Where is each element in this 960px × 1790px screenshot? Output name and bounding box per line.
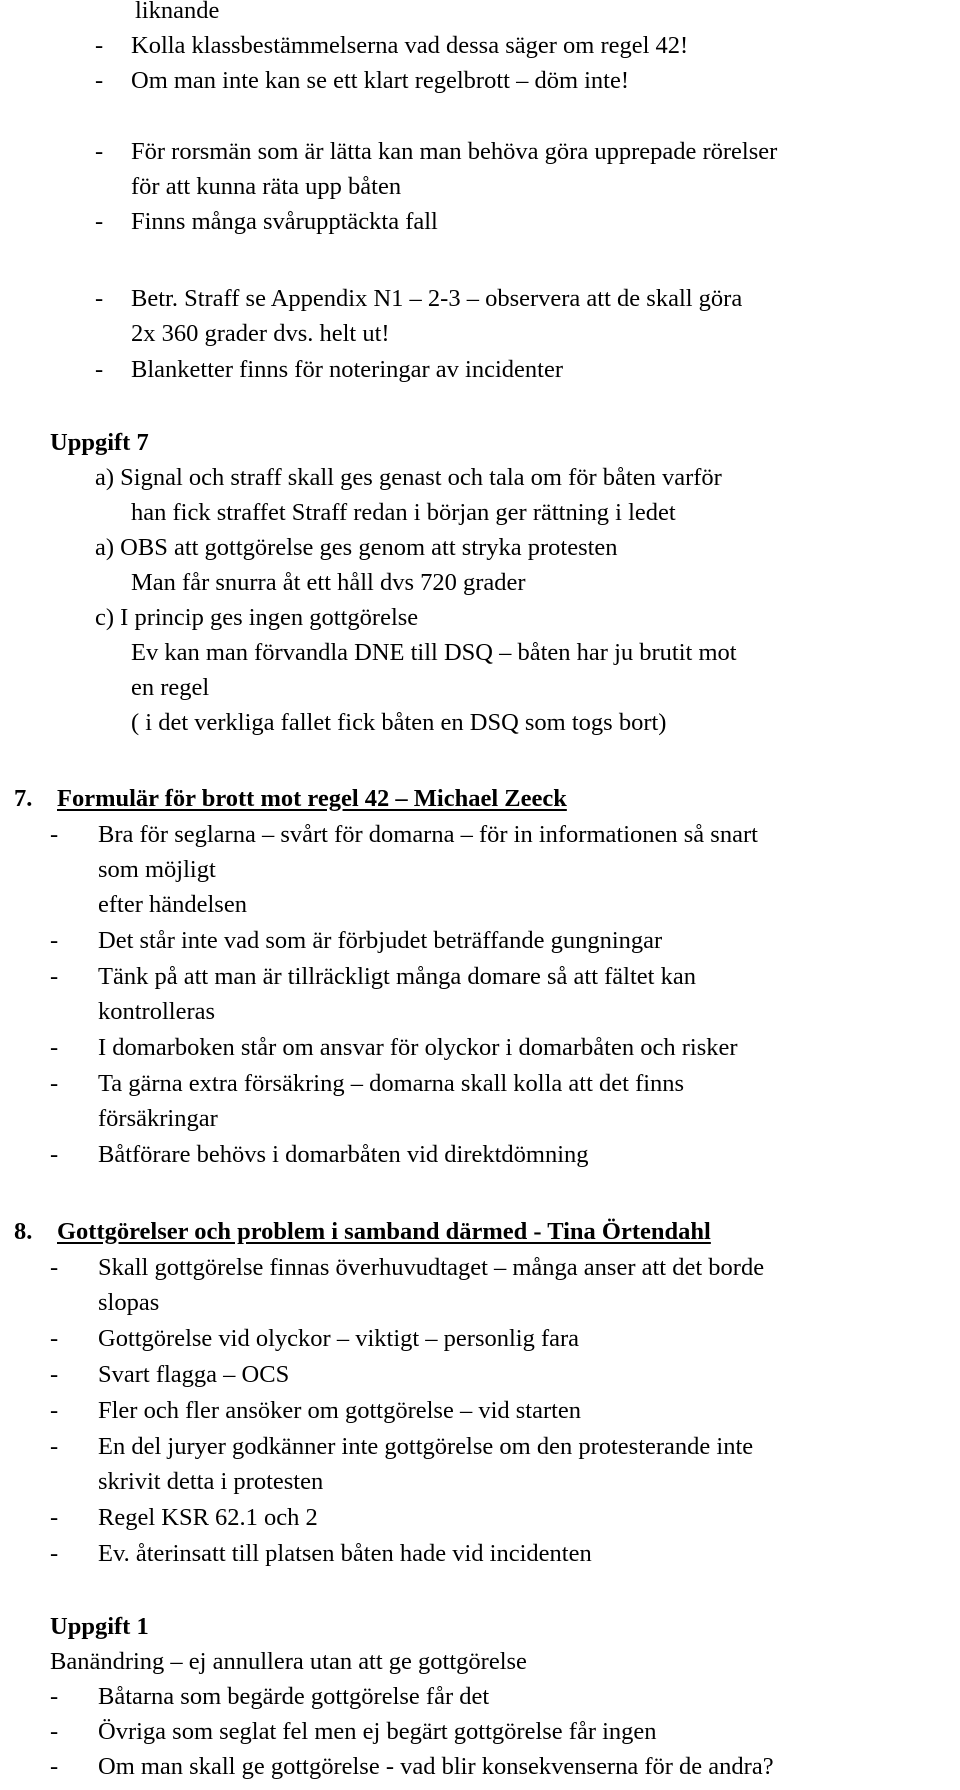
bullet-dash: -: [50, 1540, 59, 1567]
bullet-item: Kolla klassbestämmelserna vad dessa säger om regel 42!: [131, 32, 689, 59]
bullet-dash: -: [50, 927, 59, 954]
section-heading: Uppgift 1: [50, 1613, 149, 1640]
text-line: Banändring – ej annullera utan att ge gottgörelse: [50, 1648, 527, 1675]
bullet-item: Fler och fler ansöker om gottgörelse – vid starten: [98, 1397, 582, 1424]
bullet-dash: -: [50, 1070, 59, 1097]
bullet-dash: -: [50, 1683, 59, 1710]
bullet-item: I domarboken står om ansvar för olyckor i domarbåten och risker: [98, 1034, 738, 1061]
bullet-dash: -: [95, 32, 104, 59]
bullet-item: Blanketter finns för noteringar av incidenter: [131, 356, 563, 383]
bullet-item: En del juryer godkänner inte gottgörelse om den protesterande inte: [98, 1433, 754, 1460]
bullet-item-cont: slopas: [98, 1289, 160, 1316]
bullet-dash: -: [50, 1397, 59, 1424]
bullet-item-cont: som möjligt: [98, 856, 216, 883]
section-title: Gottgörelser och problem i samband därmed - Tina Örtendahl: [57, 1218, 711, 1245]
bullet-item: Båtarna som begärde gottgörelse får det: [98, 1683, 490, 1710]
bullet-dash: -: [50, 1753, 59, 1780]
list-item-cont: Ev kan man förvandla DNE till DSQ – båten har ju brutit mot: [131, 639, 737, 666]
bullet-dash: -: [50, 1141, 59, 1168]
bullet-item: Ta gärna extra försäkring – domarna skall kolla att det finns: [98, 1070, 685, 1097]
bullet-item: Tänk på att man är tillräckligt många domare så att fältet kan: [98, 963, 696, 990]
bullet-dash: -: [95, 138, 104, 165]
bullet-item-cont: försäkringar: [98, 1105, 218, 1132]
section-number: 8.: [14, 1218, 33, 1245]
bullet-dash: -: [50, 1718, 59, 1745]
bullet-dash: -: [50, 1254, 59, 1281]
list-item-cont: ( i det verkliga fallet fick båten en DSQ som togs bort): [131, 709, 667, 736]
bullet-dash: -: [95, 67, 104, 94]
list-item: a) OBS att gottgörelse ges genom att stryka protesten: [95, 534, 618, 561]
bullet-dash: -: [50, 1034, 59, 1061]
bullet-item-cont: skrivit detta i protesten: [98, 1468, 324, 1495]
bullet-dash: -: [95, 285, 104, 312]
list-item-cont: Man får snurra åt ett håll dvs 720 grader: [131, 569, 526, 596]
bullet-item: Om man skall ge gottgörelse - vad blir konsekvenserna för de andra?: [98, 1753, 774, 1780]
list-item: a) Signal och straff skall ges genast och tala om för båten varför: [95, 464, 722, 491]
bullet-dash: -: [50, 963, 59, 990]
bullet-item: Bra för seglarna – svårt för domarna – för in informationen så snart: [98, 821, 758, 848]
bullet-dash: -: [95, 356, 104, 383]
bullet-dash: -: [50, 821, 59, 848]
bullet-item: Betr. Straff se Appendix N1 – 2-3 – observera att de skall göra: [131, 285, 743, 312]
list-item-cont: han fick straffet Straff redan i början ger rättning i ledet: [131, 499, 676, 526]
bullet-item: Svart flagga – OCS: [98, 1361, 290, 1388]
bullet-item: Finns många svårupptäckta fall: [131, 208, 438, 235]
bullet-item-cont: efter händelsen: [98, 891, 247, 918]
list-item-cont: en regel: [131, 674, 210, 701]
bullet-item: Skall gottgörelse finnas överhuvudtaget – många anser att det borde: [98, 1254, 765, 1281]
bullet-item: Regel KSR 62.1 och 2: [98, 1504, 318, 1531]
bullet-dash: -: [50, 1433, 59, 1460]
text-line: liknande: [135, 0, 220, 24]
section-title: Formulär för brott mot regel 42 – Michael Zeeck: [57, 785, 567, 812]
bullet-item: För rorsmän som är lätta kan man behöva göra upprepade rörelser: [131, 138, 778, 165]
bullet-item: Det står inte vad som är förbjudet beträffande gungningar: [98, 927, 663, 954]
bullet-item-cont: kontrolleras: [98, 998, 216, 1025]
bullet-dash: -: [50, 1361, 59, 1388]
bullet-dash: -: [50, 1325, 59, 1352]
bullet-item-cont: för att kunna räta upp båten: [131, 173, 402, 200]
bullet-item: Om man inte kan se ett klart regelbrott – döm inte!: [131, 67, 630, 94]
bullet-dash: -: [95, 208, 104, 235]
bullet-dash: -: [50, 1504, 59, 1531]
list-item: c) I princip ges ingen gottgörelse: [95, 604, 419, 631]
bullet-item: Båtförare behövs i domarbåten vid direktdömning: [98, 1141, 589, 1168]
section-heading: Uppgift 7: [50, 429, 149, 456]
bullet-item: Ev. återinsatt till platsen båten hade vid incidenten: [98, 1540, 592, 1567]
section-number: 7.: [14, 785, 33, 812]
bullet-item-cont: 2x 360 grader dvs. helt ut!: [131, 320, 390, 347]
bullet-item: Gottgörelse vid olyckor – viktigt – personlig fara: [98, 1325, 580, 1352]
bullet-item: Övriga som seglat fel men ej begärt gottgörelse får ingen: [98, 1718, 657, 1745]
